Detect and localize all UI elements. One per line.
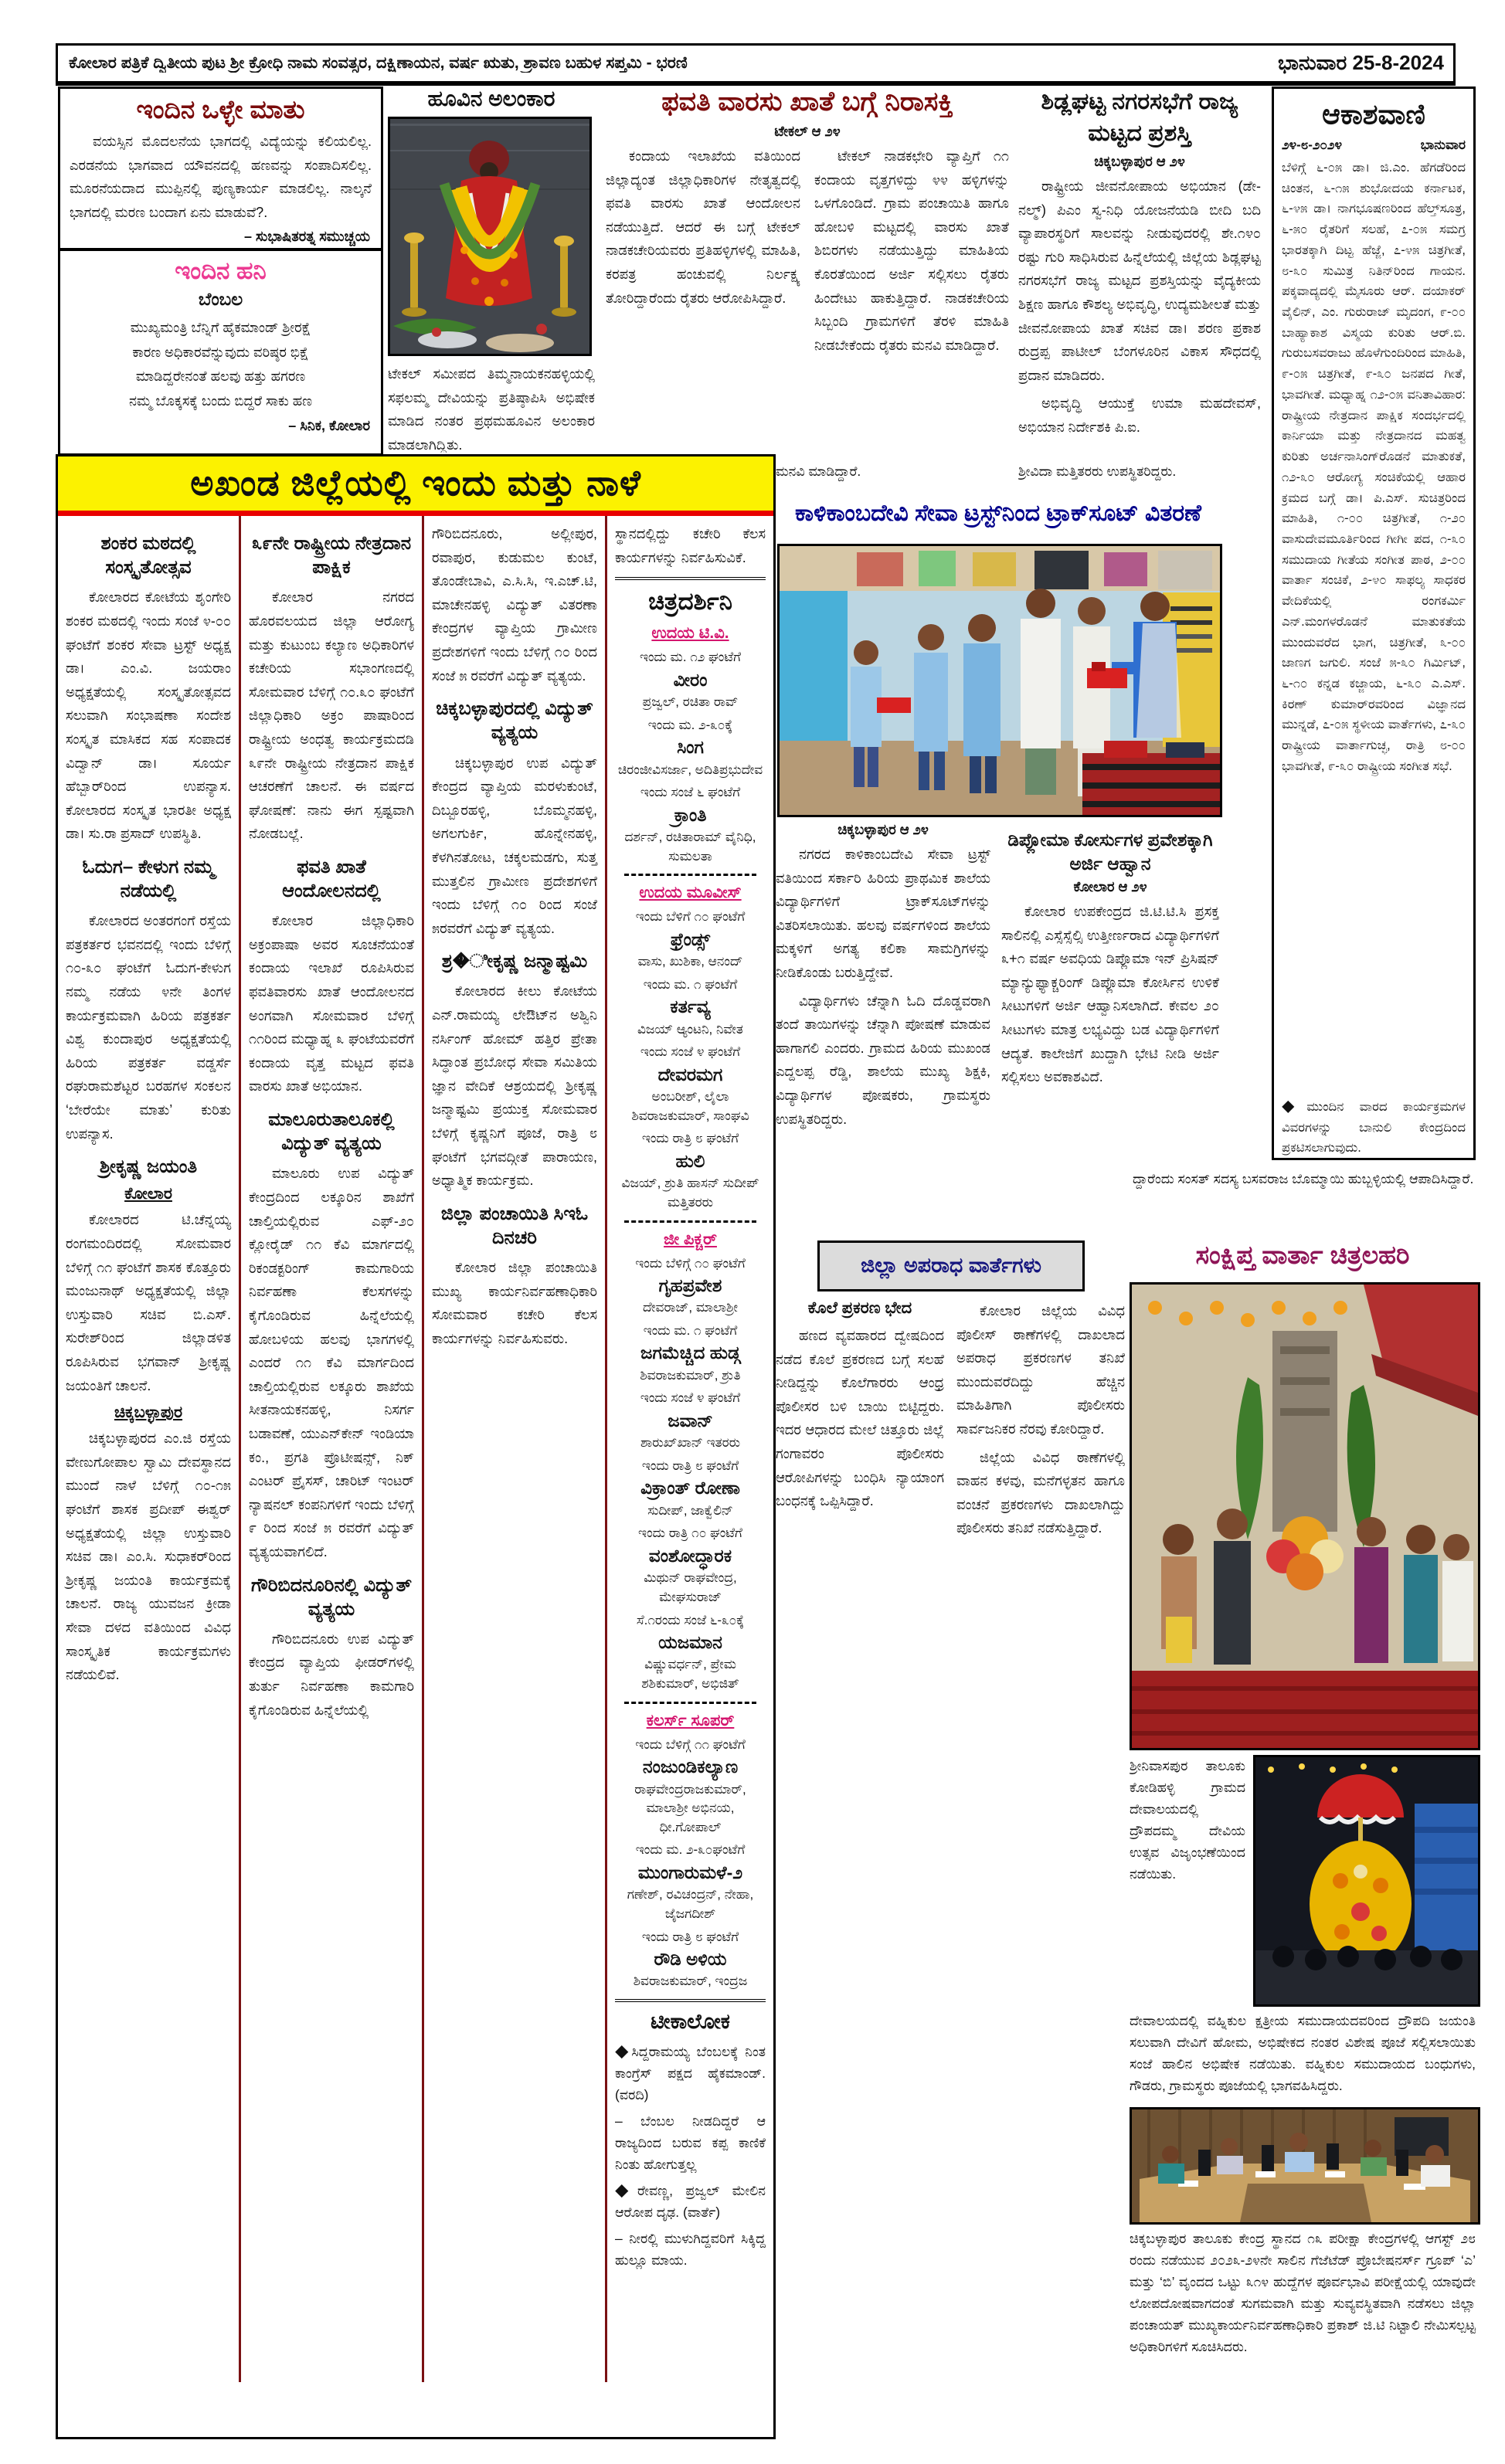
phavati-body-2: ಟೇಕಲ್ ನಾಡಕಛೇರಿ ವ್ಯಾಪ್ತಿಗೆ ೧೧ ಕಂದಾಯ ವೃತ್ತಗಳಿದ್ದು ೪೪ ಹಳ್ಳಿಗಳನ್ನು ಒಳಗೊಂಡಿದೆ. ಗ್ರಾಮ ಪಂಚಾಯಿತಿ ಹಾಗೂ ಹೋಬಳಿ ಮಟ್ಟದಲ್ಲಿ ವಾರಸು ಖಾತೆ ಶಿಬಿರಗಳು ನಡೆಯುತ್ತಿದ್ದು ಮಾಹಿತಿಯ ಕೊರತೆಯಿಂದ ಅರ್ಜಿ ಸಲ್ಲಿಸಲು ರೈತರು ಹಿಂದೇಟು ಹಾಕುತ್ತಿದ್ದಾರೆ. ನಾಡಕಚೇರಿಯ ಸಿಬ್ಬಂದಿ ಗ್ರಾಮಗಳಿಗೆ ತೆರಳಿ ಮಾಹಿತಿ ನೀಡಬೇಕೆಂದು ರೈತರು ಮನವಿ ಮಾಡಿದ್ದಾರೆ. [814,148,1009,353]
movie-cast: ವಿಜಯ್, ಶ್ರುತಿ ಹಾಸನ್ ಸುದೀಪ್ ಮತ್ತಿತರರು [621,1176,759,1210]
show-time: ಇಂದು ಸಂಜೆ ೬ ಘಂಟೆಗೆ [640,785,741,800]
movie-cast: ಪ್ರಜ್ವಲ್, ರಚಿತಾ ರಾವ್ [642,694,739,710]
tracksuit-dateline: ಚಿಕ್ಕಬಳ್ಳಾಪುರ ಆ ೨೪ [837,822,929,837]
movie-title: ದೇವರಮಗ [657,1064,723,1084]
diploma-dateline: ಕೋಲಾರ ಆ ೨೪ [1073,879,1147,895]
movie-title: ಜವಾನ್ [668,1410,713,1431]
akashavani-note: ◆ಮುಂದಿನ ವಾರದ ಕಾರ್ಯಕ್ರಮಗಳ ವಿವರಗಳನ್ನು ಬಾನುಲಿ ಕೇಂದ್ರದಿಂದ ಪ್ರಕಟಿಸಲಾಗುವುದು. [1282,1100,1466,1156]
story-janmashtami-body: ಕೋಲಾರದ ಕೀಲು ಕೋಟೆಯ ಎನ್.ರಾಮಯ್ಯ ಲೇಔಟ್‌ನ ಅಶ್ವಿನಿ ನರ್ಸಿಂಗ್ ಹೋಮ್ ಹತ್ತಿರ ಪ್ರೇತಾ ಸಿದ್ಧಾಂತ ಪ್ರಬೋಧ ಸೇವಾ ಸಮಿತಿಯ ಜ್ಞಾನ ವೇದಿಕೆ ಆಶ್ರಯದಲ್ಲಿ ಶ್ರೀಕೃಷ್ಣ ಜನ್ಮಾಷ್ಟಮಿ ಪ್ರಯುಕ್ತ ಸೋಮವಾರ ಬೆಳಿಗ್ಗೆ ಕೃಷ್ಣನಿಗೆ ಪೂಜೆ, ರಾತ್ರಿ ೮ ಘಂಟೆಗೆ ಭಗವದ್ಗೀತೆ ಪಾರಾಯಣ, ಅಧ್ಯಾತ್ಮಿಕ ಕಾರ್ಯಕ್ರಮ. [432,983,597,1189]
power-cut-village-list: ಗೌರಿಬಿದನೂರು, ಅಲ್ಲೀಪುರ, ರವಾಪುರ, ಕುಡುಮಲ ಕುಂಟೆ, ತೊಂಡೇಬಾವಿ, ಎ.ಸಿ.ಸಿ, ಇ.ಎಚ್.ಟಿ, ಮಾಚೇನಹಳ್ಳಿ ವಿದ್ಯುತ್ ವಿತರಣಾ ಕೇಂದ್ರಗಳ ವ್ಯಾಪ್ತಿಯ ಗ್ರಾಮೀಣ ಪ್ರದೇಶಗಳಿಗೆ ಇಂದು ಬೆಳಿಗ್ಗೆ ೧೦ ರಿಂದ ಸಂಜೆ ೫ ರವರೆಗೆ ವಿದ್ಯುತ್ ವ್ಯತ್ಯಯ. [432,526,597,684]
story-krishna-jayanti-headline: ಶ್ರೀಕೃಷ್ಣ ಜಯಂತಿ [99,1156,198,1178]
tracksuit-body-2: ವಿದ್ಯಾರ್ಥಿಗಳು ಚೆನ್ನಾಗಿ ಓದಿ ದೊಡ್ಡವರಾಗಿ ತಂದೆ ತಾಯಿಗಳನ್ನು ಚೆನ್ನಾಗಿ ಪೋಷಣೆ ಮಾಡುವ ಹಾಗಾಗಲಿ ಎಂದರು. ಗ್ರಾಮದ ಹಿರಿಯ ಮುಖಂಡ ಎದ್ದಲಪ್ಪ ರೆಡ್ಡಿ, ಶಾಲೆಯ ಮುಖ್ಯ ಶಿಕ್ಷಕಿ, ವಿದ್ಯಾರ್ಥಿಗಳ ಪೋಷಕರು, ಗ್ರಾಮಸ್ಥರು ಉಪಸ್ಥಿತರಿದ್ದರು. [776,993,990,1127]
flower-caption: ಟೇಕಲ್ ಸಮೀಪದ ತಿಮ್ಮನಾಯಕನಹಳ್ಳಿಯಲ್ಲಿ ಸಫಲಮ್ಮ ದೇವಿಯನ್ನು ಪ್ರತಿಷ್ಠಾಪಿಸಿ ಅಭಿಷೇಕ ಮಾಡಿದ ನಂತರ ಪ್ರಥಮಹೂವಿನ ಅಲಂಕಾರ ಮಾಡಲಾಗಿದ್ದಿತು. [388,366,595,453]
tv-channel-block [615,1230,766,1694]
teekaloka-item: ◆ರೇವಣ್ಣ, ಪ್ರಜ್ವಲ್ ಮೇಲಿನ ಆರೋಪ ದೃಢ. (ವಾರ್ತೆ) [615,2183,766,2221]
good-word-headline: ಇಂದಿನ ಒಳ್ಳೇ ಮಾತು [136,95,305,124]
procession-photo-image [1253,1755,1480,2007]
crime-news-headline: ಜಿಲ್ಲಾ ಅಪರಾಧ ವಾರ್ತೆಗಳು [861,1254,1041,1277]
story-zp-ceo-diary-body: ಕೋಲಾರ ಜಿಲ್ಲಾ ಪಂಚಾಯಿತಿ ಮುಖ್ಯ ಕಾರ್ಯನಿರ್ವಹಣಾಧಿಕಾರಿ ಸೋಮವಾರ ಕಚೇರಿ ಕೆಲಸ ಕಾರ್ಯಗಳನ್ನು ನಿರ್ವಹಿಸುವರು. [432,1260,597,1346]
movie-cast: ಅಂಬರೀಶ್, ಲೈಲಾ ಶಿವರಾಜಕುಮಾರ್, ಸಾಂಘವಿ [631,1089,749,1123]
temple-ceremony-photo-image [1130,1282,1480,1750]
deity-photo-image [388,117,592,356]
movie-cast: ಶಾರುಖ್‌ಖಾನ್ ಇತರರು [640,1435,741,1451]
akashavani-date: ೨೪-೮-೨೦೨೪ [1282,137,1342,152]
daily-banner-text: ಅಖಂಡ ಜಿಲ್ಲೆಯಲ್ಲಿ ಇಂದು ಮತ್ತು ನಾಳೆ [190,463,641,503]
krishna-jayanti-chikkaballapura-body: ಚಿಕ್ಕಬಳ್ಳಾಪುರದ ಎಂ.ಜಿ ರಸ್ತೆಯ ವೇಣುಗೋಪಾಲ ಸ್ವಾಮಿ ದೇವಸ್ಥಾನದ ಮುಂದೆ ನಾಳೆ ಬೆಳಿಗ್ಗೆ ೧೦-೧೫ ಘಂಟೆಗೆ ಶಾಸಕ ಪ್ರದೀಪ್ ಈಶ್ವರ್ ಅಧ್ಯಕ್ಷತೆಯಲ್ಲಿ ಜಿಲ್ಲಾ ಉಸ್ತುವಾರಿ ಸಚಿವ ಡಾ। ಎಂ.ಸಿ. ಸುಧಾಕರ್‌ರಿಂದ ಶ್ರೀಕೃಷ್ಣ ಜಯಂತಿ ಕಾರ್ಯಕ್ರಮಕ್ಕೆ ಚಾಲನೆ. ರಾಜ್ಯ ಯುವಜನ ಕ್ರೀಡಾ ಸೇವಾ ದಳದ ವತಿಯಿಂದ ವಿವಿಧ ಸಾಂಸ್ಕೃತಿಕ ಕಾರ್ಯಕ್ರಮಗಳು ನಡೆಯಲಿವೆ. [66,1431,231,1683]
story-chikkaballapura-power-cut-body: ಚಿಕ್ಕಬಳ್ಳಾಪುರ ಉಪ ವಿದ್ಯುತ್ ಕೇಂದ್ರದ ವ್ಯಾಪ್ತಿಯ ಮರಳುಕುಂಟೆ, ದಿಬ್ಬೂರಹಳ್ಳಿ, ಬೊಮ್ಮನಹಳ್ಳಿ, ಅಗಲಗುರ್ಕಿ, ಹೊನ್ನೇನಹಳ್ಳಿ, ಕೆಳಗಿನತೋಟ, ಚಕ್ಕಲಮಡಗು, ಸುತ್ತ ಮುತ್ತಲಿನ ಗ್ರಾಮೀಣ ಪ್ರದೇಶಗಳಿಗೆ ಇಂದು ಬೆಳಿಗ್ಗೆ ೧೦ ರಿಂದ ಸಂಜೆ ೫ರವರೆಗೆ ವಿದ್ಯುತ್ ವ್ಯತ್ಯಯ. [432,755,597,936]
teekaloka-item: – ಬೆಂಬಲ ನೀಡದಿದ್ದರೆ ಆ ರಾಜ್ಯದಿಂದ ಬರುವ ಕಪ್ಪ ಕಾಣಿಕೆ ನಿಂತು ಹೋಗುತ್ತಲ್ಲ [615,2113,766,2173]
events-section [56,454,776,2439]
honey-line: ಕಾರಣ ಅಧಿಕಾರವೆನ್ನುವುದು ವರಿಷ್ಠರ ಭಿಕ್ಷೆ [132,344,309,360]
akashavani-schedule: ಬೆಳಿಗ್ಗೆ ೬-೦೫ ಡಾ। ಜಿ.ಎಂ. ಹೆಗಡೆರಿಂದ ಚಿಂತನ, ೬-೧೫ ಶುಭೋದಯ ಕರ್ನಾಟಕ, ೬-೪೫ ಡಾ। ನಾಗಭೂಷಣರಿಂದ ಹೆಲ್ತ್‌ಸೂತ್ರ, ೬-೫೦ ರೈತರಿಗೆ ಸಲಹೆ, ೭-೦೫ ಸಮಗ್ರ ಭಾರತಕ್ಕಾಗಿ ದಿಟ್ಟ ಹೆಜ್ಜೆ, ೭-೪೫ ಚಿತ್ರಗೀತೆ, ೮-೩೦ ಸುಮಿತ್ರ ನಿತಿನ್‌ರಿಂದ ಗಾಯನ. ಪಕ್ಕವಾದ್ಯದಲ್ಲಿ ಮೈಸೂರು ಆರ್. ದಯಾಕರ್ ವೈಲಿನ್, ಎಂ. ಗುರುರಾಜ್ ಮೃದಂಗ, ೯-೦೦ ಬಾಹ್ಯಾಕಾಶ ವಿಸ್ಮಯ ಕುರಿತು ಆರ್.ಬಿ. ಗುರುಬಸವರಾಜು ಹೊಳೆಗುಂದಿರಿಂದ ಮಾಹಿತಿ, ೯-೦೫ ಚಿತ್ರಗೀತೆ, ೯-೩೦ ಜನಪದ ಗೀತೆ, ಭಾವಗೀತೆ. ಮಧ್ಯಾಹ್ನ ೧೨-೦೫ ವನಿತಾವಿಹಾರ: ರಾಷ್ಟ್ರೀಯ ನೇತ್ರದಾನ ಪಾಕ್ಷಿಕ ಸಂದರ್ಭದಲ್ಲಿ ಕಾರ್ನಿಯಾ ಮತ್ತು ನೇತ್ರದಾನದ ಮಹತ್ವ ಕುರಿತು ಅರ್ಚನಾಸಿಂಗ್‌ರೊಡನೆ ಮಾತುಕತೆ, ೧೨-೩೦ ಆರೋಗ್ಯ ಸಂಚಿಕೆಯಲ್ಲಿ ಆಹಾರ ಕ್ರಮದ ಬಗ್ಗೆ ಡಾ। ಪಿ.ಎಸ್. ಸುಚಿತ್ರರಿಂದ ಮಾಹಿತಿ, ೧-೦೦ ಚಿತ್ರಗೀತೆ, ೧-೨೦ ವಾಸುದೇವಮೂರ್ತಿರಿಂದ ಗೀಗೀ ಪದ, ೧-೩೦ ಸಮುದಾಯ ಗೀತೆಯ ಸಂಗೀತ ಪಾಠ, ೨-೦೦ ವಾರ್ತಾ ಸಂಚಿಕೆ, ೨-೪೦ ಸಾಫಲ್ಯ ಸಾಧಕರ ವೇದಿಕೆಯಲ್ಲಿ ರಂಗಕರ್ಮಿ ಎನ್.ಮಂಗಳರೊಡನೆ ಮಾತುಕತೆಯ ಮುಂದುವರೆದ ಭಾಗ, ಚಿತ್ರಗೀತೆ, ೩-೦೦ ಜಾಣಗ ಜಗುಲಿ. ಸಂಜೆ ೫-೩೦ ಗಿರ್ಮಿಟ್, ೬-೧೦ ಕನ್ನಡ ಕಜ್ಜಾಯ, ೬-೩೦ ಎ.ಎಸ್. ಕಿರಣ್ ಕುಮಾರ್‌ರವರಿಂದ ವಿಜ್ಞಾನದ ಮುನ್ನಡೆ, ೭-೦೫ ಸ್ಥಳೀಯ ವಾರ್ತೆಗಳು, ೭-೩೦ ರಾಷ್ಟ್ರೀಯ ವಾರ್ತಾಗುಚ್ಛ, ರಾತ್ರಿ ೮-೦೦ ಭಾವಗೀತೆ, ೯-೩೦ ರಾಷ್ಟ್ರೀಯ ಸಂಗೀತ ಸಭೆ. [1282,161,1466,773]
story-janmashtami-headline: ಶ್ರ�ೀಕೃಷ್ಣ ಜನ್ಮಾಷ್ಟಮಿ [441,951,588,972]
shidlaghatta-continuation-fragment: ಶ್ರೀವಿದಾ ಮತ್ತಿತರರು ಉಪಸ್ಥಿತರಿದ್ದರು. [1018,463,1177,479]
tv-channel-name: ಉದಯ ಮೂವೀಸ್ [639,884,742,902]
movie-title: ವಂಶೋದ್ಧಾರಕ [648,1545,732,1566]
akashavani-headline: ಆಕಾಶವಾಣಿ [1322,98,1425,130]
story-eye-donation-headline: ೩೯ನೇ ರಾಷ್ಟ್ರೀಯ ನೇತ್ರದಾನ ಪಾಕ್ಷಿಕ [251,533,412,579]
diploma-body: ಕೋಲಾರ ಉಪಕೇಂದ್ರದ ಜಿ.ಟಿ.ಟಿ.ಸಿ ಪ್ರಸಕ್ತ ಸಾಲಿನಲ್ಲಿ ಎಸ್ಸೆಸ್ಸೆಲ್ಸಿ ಉತ್ತೀರ್ಣರಾದ ವಿದ್ಯಾರ್ಥಿಗಳಿಗೆ ೩+೧ ವರ್ಷ ಅವಧಿಯ ಡಿಪ್ಲೊಮಾ ಇನ್ ಪ್ರಿಸಿಷನ್ ಮ್ಯಾನ್ಯುಫ್ಯಾಕ್ಚರಿಂಗ್ ಡಿಪ್ಲೊಮಾ ಕೋರ್ಸಿನ ಉಳಿಕೆ ಸೀಟುಗಳಿಗೆ ಅರ್ಜಿ ಆಹ್ವಾನಿಸಲಾಗಿದೆ. ಕೇವಲ ೨೦ ಸೀಟುಗಳು ಮಾತ್ರ ಲಭ್ಯವಿದ್ದು ಬಡ ವಿದ್ಯಾರ್ಥಿಗಳಿಗೆ ಆದ್ಯತೆ. ಕಾಲೇಜಿಗೆ ಖುದ್ದಾಗಿ ಭೇಟಿ ನೀಡಿ ಅರ್ಜಿ ಸಲ್ಲಿಸಲು ಅವಕಾಶವಿದೆ. [1001,904,1219,1085]
movie-cast: ವಾಸು, ಖುಶಿಕಾ, ಆನಂದ್ [637,954,743,969]
tv-channel-block [615,884,766,1212]
movie-title: ನಂಜುಂಡಿಕಲ್ಯಾಣ [642,1756,739,1777]
story-phavati-campaign-headline: ಫವತಿ ಖಾತೆ ಆಂದೋಲನದಲ್ಲಿ [282,856,381,902]
briefs-section-headline: ಸಂಕ್ಷಿಪ್ತ ವಾರ್ತಾ ಚಿತ್ರಲಹರಿ [1195,1240,1410,1269]
krishna-jayanti-chikkaballapura-subhead: ಚಿಕ್ಕಬಳ್ಳಾಪುರ [114,1403,183,1422]
movie-title: ವೀರಂ [673,669,708,690]
movie-cast: ಸುದೀಪ್, ಜಾಕ್ವೆಲಿನ್ [647,1502,733,1518]
story-diploma-admission-headline: ಡಿಪ್ಲೋಮಾ ಕೋರ್ಸುಗಳ ಪ್ರವೇಶಕ್ಕಾಗಿ ಅರ್ಜಿ ಆಹ್ವಾನ [1007,830,1213,874]
movie-cast: ದರ್ಶನ್, ರಚಿತಾರಾಮ್ ವೈನಿಧಿ, ಸುಮಲತಾ [624,830,756,864]
story-malur-power-cut-body: ಮಾಲೂರು ಉಪ ವಿದ್ಯುತ್ ಕೇಂದ್ರದಿಂದ ಲಕ್ಕೂರಿನ ಶಾಖೆಗೆ ಚಾಲ್ತಿಯಲ್ಲಿರುವ ಎಫ್-೨೦ ಕ್ಲೋರೈಡ್ ೧೧ ಕೆವಿ ಮಾರ್ಗದಲ್ಲಿ ರಿಕಂಡಕ್ಟರಿಂಗ್ ಕಾಮಗಾರಿಯ ನಿರ್ವಹಣಾ ಕೆಲಸಗಳನ್ನು ಕೈಗೊಂಡಿರುವ ಹಿನ್ನೆಲೆಯಲ್ಲಿ ಹೋಬಳಿಯ ಹಲವು ಭಾಗಗಳಲ್ಲಿ ಎಂದರೆ ೧೧ ಕೆವಿ ಮಾರ್ಗದಿಂದ ಚಾಲ್ತಿಯಲ್ಲಿರುವ ಲಕ್ಕೂರು ಶಾಖೆಯ ಸೀತನಾಯಕನಹಳ್ಳಿ, ನಿಸರ್ಗ ಬಡಾವಣೆ, ಯುಎನ್‌ಕೇನ್ ಇಂಡಿಯಾ ಕಂ., ಪ್ರಗತಿ ಪ್ರೊಟೀಷನ್ಸ್, ನಿಕ್ ಎಂಟರ್ ಪ್ರೈಸಸ್, ಚಾರಿಟ್ ಇಂಟರ್ ನ್ಯಾಷನಲ್ ಕಂಪನಿಗಳಿಗೆ ಇಂದು ಬೆಳಿಗ್ಗೆ ೯ ರಿಂದ ಸಂಜೆ ೫ ರವರೆಗೆ ವಿದ್ಯುತ್ ವ್ಯತ್ಯಯವಾಗಲಿದೆ. [249,1166,414,1560]
honey-line: ಮಾಡಿದ್ದರೇನಂತೆ ಹಲವು ಹತ್ತು ಹಗರಣ [135,368,306,384]
movie-cast: ಗಣೇಶ್, ರವಿಚಂದ್ರನ್, ನೇಹಾ, ಜೈಜಗದೀಶ್ [627,1887,754,1921]
phavati-body: ಕಂದಾಯ ಇಲಾಖೆಯ ವತಿಯಿಂದ ಜಿಲ್ಲಾದ್ಯಂತ ಜಿಲ್ಲಾಧಿಕಾರಿಗಳ ನೇತೃತ್ವದಲ್ಲಿ ಫವತಿ ವಾರಸು ಖಾತೆ ಆಂದೋಲನ ನಡೆಯುತ್ತಿದೆ. ಆದರೆ ಈ ಬಗ್ಗೆ ಟೇಕಲ್ ನಾಡಕಚೇರಿಯವರು ಪ್ರತಿಹಳ್ಳಿಗಳಲ್ಲಿ ಮಾಹಿತಿ, ಕರಪತ್ರ ಹಂಚುವಲ್ಲಿ ನಿರ್ಲಕ್ಷ್ಯ ತೋರಿದ್ದಾರೆಂದು ರೈತರು ಆರೋಪಿಸಿದ್ದಾರೆ. [606,148,800,306]
shidlaghatta-headline: ಶಿಡ್ಲಘಟ್ಟ ನಗರಸಭೆಗೆ ರಾಜ್ಯ ಮಟ್ಟದ ಪ್ರಶಸ್ತಿ [1041,89,1238,146]
story-sanskrit-festival-headline: ಶಂಕರ ಮಠದಲ್ಲಿ ಸಂಸ್ಕೃತೋತ್ಸವ [100,533,196,579]
story-sanskrit-festival-body: ಕೋಲಾರದ ಕೋಟೆಯ ಶೃಂಗೇರಿ ಶಂಕರ ಮಠದಲ್ಲಿ ಇಂದು ಸಂಜೆ ೪-೦೦ ಘಂಟೆಗೆ ಶಂಕರ ಸೇವಾ ಟ್ರಸ್ಟ್ ಅಧ್ಯಕ್ಷ ಡಾ। ಎಂ.ವಿ. ಜಯರಾಂ ಅಧ್ಯಕ್ಷತೆಯಲ್ಲಿ ಸಂಸ್ಕೃತೋತ್ಸವದ ಸಲುವಾಗಿ ಸಂಭಾಷಣಾ ಸಂದೇಶ ಸಂಸ್ಕೃತ ಮಾಸಿಕದ ಸಹ ಸಂಪಾದಕ ವಿದ್ವಾನ್ ಡಾ। ಸೂರ್ಯ ಹೆಬ್ಬಾರ್‌ರಿಂದ ಉಪನ್ಯಾಸ. ಕೋಲಾರದ ಸಂಸ್ಕೃತ ಭಾರತೀ ಅಧ್ಯಕ್ಷ ಡಾ। ಸು.ರಾ ಪ್ರಸಾದ್ ಉಪಸ್ಥಿತಿ. [66,589,231,842]
krishna-jayanti-kolar-subhead: ಕೋಲಾರ [124,1185,172,1203]
story-zp-ceo-diary-headline: ಜಿಲ್ಲಾ ಪಂಚಾಯಿತಿ ಸಿಇಓ ದಿನಚರಿ [440,1203,589,1248]
movie-title: ಕರ್ತವ್ಯ [670,996,711,1017]
show-time: ಇಂದು ಮ. ೧ ಘಂಟೆಗೆ [643,1322,738,1338]
show-time: ಇಂದು ಬೆಳಿಗ್ಗೆ ೧೦ ಘಂಟೆಗೆ [635,1255,746,1271]
crime-story-body-3: ಜಿಲ್ಲೆಯ ವಿವಿಧ ಠಾಣೆಗಳಲ್ಲಿ ವಾಹನ ಕಳವು, ಮನೆಗಳ್ಳತನ ಹಾಗೂ ವಂಚನೆ ಪ್ರಕರಣಗಳು ದಾಖಲಾಗಿದ್ದು ಪೊಲೀಸರು ತನಿಖೆ ನಡೆಸುತ್ತಿದ್ದಾರೆ. [956,1449,1125,1536]
movie-title: ವಿಕ್ರಾಂತ್ ರೋಣಾ [640,1478,740,1498]
movie-cast: ವಿಷ್ಣುವರ್ಧನ್, ಪ್ರೇಮ ಶಶಿಕುಮಾರ್, ಅಭಿಜಿತ್ [641,1657,739,1692]
masthead [56,43,1456,83]
show-time: ಸೆ.೧ರಂದು ಸಂಜೆ ೬-೩೦ಕ್ಕೆ [636,1612,745,1627]
divider [615,1999,766,2002]
story-eye-donation-body: ಕೋಲಾರ ನಗರದ ಹೊರವಲಯದ ಜಿಲ್ಲಾ ಆರೋಗ್ಯ ಮತ್ತು ಕುಟುಂಬ ಕಲ್ಯಾಣ ಅಧಿಕಾರಿಗಳ ಕಚೇರಿಯ ಸಭಾಂಗಣದಲ್ಲಿ ಸೋಮವಾರ ಬೆಳಿಗ್ಗೆ ೧೦.೩೦ ಘಂಟೆಗೆ ಜಿಲ್ಲಾಧಿಕಾರಿ ಅಕ್ರಂ ಪಾಷಾರಿಂದ ರಾಷ್ಟ್ರೀಯ ಅಂಧತ್ವ ಕಾರ್ಯಕ್ರಮದಡಿ ೩೯ನೇ ರಾಷ್ಟ್ರೀಯ ನೇತ್ರದಾನ ಪಾಕ್ಷಿಕ ಆಚರಣೆಗೆ ಚಾಲನೆ. ಈ ವರ್ಷದ ಘೋಷಣೆ: ನಾನು ಈಗ ಸ್ಪಷ್ಟವಾಗಿ ನೋಡಬಲ್ಲೆ. [249,589,414,842]
movie-title: ಯಜಮಾನ [658,1632,722,1653]
show-time: ಇಂದು ರಾತ್ರಿ ೮ ಘಂಟೆಗೆ [641,1131,739,1146]
crime-news-header [817,1240,1085,1291]
crime-story-body-1: ಹಣದ ವ್ಯವಹಾರದ ದ್ವೇಷದಿಂದ ನಡೆದ ಕೊಲೆ ಪ್ರಕರಣದ ಬಗ್ಗೆ ಸಲಹೆ ನೀಡಿದ್ದನ್ನು ಕೊಲೆಗಾರರು ಆಂಧ್ರ ಪೊಲೀಸರ ಬಳಿ ಬಾಯಿ ಬಿಟ್ಟಿದ್ದರು. ಇದರ ಆಧಾರದ ಮೇಲೆ ಚಿತ್ತೂರು ಜಿಲ್ಲೆ ಗಂಗಾವರಂ ಪೊಲೀಸರು ಆರೋಪಿಗಳನ್ನು ಬಂಧಿಸಿ ನ್ಯಾಯಾಂಗ ಬಂಧನಕ್ಕೆ ಒಪ್ಪಿಸಿದ್ದಾರೆ. [776,1328,944,1509]
story-flower-decoration [388,87,595,453]
phavati-continuation-fragment: ಮನವಿ ಮಾಡಿದ್ದಾರೆ. [776,463,861,479]
tv-channel-block [615,624,766,866]
daily-banner [58,456,773,516]
show-time: ಇಂದು ಮ. ೧ ಘಂಟೆಗೆ [643,976,738,992]
tv-channel-name: ಕಲರ್ಸ್ ಸೂಪರ್ [646,1711,735,1729]
teekaloka-headline: ಟೀಕಾಲೋಕ [651,2010,730,2034]
shidlaghatta-body-2: ಅಭಿವೃದ್ಧಿ ಆಯುಕ್ತೆ ಉಮಾ ಮಹದೇವಸ್, ಅಭಿಯಾನ ನಿರ್ದೇಶಕಿ ಪಿ.ಐ. [1018,395,1261,435]
movie-title: ಫ್ರೆಂಡ್ಸ್ [670,928,711,949]
masthead-title: ಕೋಲಾರ ಪತ್ರಿಕೆ ದ್ವಿತೀಯ ಪುಟ ಶ್ರೀ ಕ್ರೋಧಿ ನಾಮ ಸಂವತ್ಸರ, ದಕ್ಷಿಣಾಯನ, ವರ್ಷ ಋತು, ಶ್ರಾವಣ ಬಹುಳ ಸಪ್ತಮಿ - ಭರಣಿ [69,54,688,72]
tracksuit-story-column-a [776,820,990,1236]
movie-title: ಸಿಂಗ [677,737,704,758]
classroom-photo-image [777,544,1222,817]
flower-headline: ಹೂವಿನ ಅಲಂಕಾರ [427,87,555,110]
masthead-date: ಭಾನುವಾರ 25-8-2024 [1277,51,1444,74]
story-chikkaballapura-power-cut-headline: ಚಿಕ್ಕಬಳ್ಳಾಪುರದಲ್ಲಿ ವಿದ್ಯುತ್ ವ್ಯತ್ಯಯ [436,698,593,744]
movie-cast: ರಾಘವೇಂದ್ರರಾಜಕುಮಾರ್, ಮಾಲಾಶ್ರೀ ಅಭಿನಯ, ಧೀ.ಗೋಪಾಲ್ [634,1781,746,1834]
akashavani-day: ಭಾನುವಾರ [1420,137,1466,152]
honey-poem-title: ಬೆಂಬಲ [198,289,243,309]
event-column-2 [241,516,424,2382]
tv-channel-name: ಜೀ ಪಿಕ್ಚರ್ [664,1230,717,1248]
show-time: ಇಂದು ಮ. ೧೨ ಘಂಟೆಗೆ [639,650,742,665]
procession-side-text: ಶ್ರೀನಿವಾಸಪುರ ತಾಲೂಕು ಕೋಡಿಹಳ್ಳಿ ಗ್ರಾಮದ ದೇವಾಲಯದಲ್ಲಿ ದ್ರೌಪದಮ್ಮ ದೇವಿಯ ಉತ್ಸವ ವಿಜೃಂಭಣೆಯಿಂದ ನಡೆಯಿತು. [1130,1758,1245,1882]
teekaloka-item: – ನೀರಲ್ಲಿ ಮುಳುಗಿದ್ದವರಿಗೆ ಸಿಕ್ಕಿದ್ದ ಹುಲ್ಲೂ ಮಾಯ. [615,2231,766,2269]
droupadi-jayanti-paragraph: ದೇವಾಲಯದಲ್ಲಿ ವಹ್ನಿಕುಲ ಕ್ಷತ್ರೀಯ ಸಮುದಾಯದವರಿಂದ ದ್ರೌಪದಿ ಜಯಂತಿ ಸಲುವಾಗಿ ದೇವಿಗೆ ಹೋಮ, ಅಭಿಷೇಕದ ನಂತರ ವಿಶೇಷ ಪೂಜೆ ಸಲ್ಲಿಸಲಾಯಿತು ಸಂಜೆ ಹಾಲಿನ ಅಭಿಷೇಕ ನಡೆಯಿತು. ವಹ್ನಿಕುಲ ಸಮುದಾಯದ ಬಂಧುಗಳು, ಗೌಡರು, ಗ್ರಾಮಸ್ಥರು ಪೂಜೆಯಲ್ಲಿ ಭಾಗವಹಿಸಿದ್ದರು. [1130,2013,1476,2093]
movie-cast: ಶಿವರಾಜಕುಮಾರ್, ಶ್ರುತಿ [640,1367,741,1383]
story-malur-power-cut-headline: ಮಾಲೂರುತಾಲೂಕಲ್ಲಿ ವಿದ್ಯುತ್ ವ್ಯತ್ಯಯ [268,1109,395,1155]
honey-headline: ಇಂದಿನ ಹನಿ [175,257,267,284]
story-shidlaghatta-award [1018,87,1261,453]
crime-news-section [776,1299,1125,2439]
divider [615,577,766,580]
story-gauribidanur-power-cut-body: ಗೌರಿಬಿದನೂರು ಉಪ ವಿದ್ಯುತ್ ಕೇಂದ್ರದ ವ್ಯಾಪ್ತಿಯ ಫೀಡರ್‌ಗಳಲ್ಲಿ ತುರ್ತು ನಿರ್ವಹಣಾ ಕಾಮಗಾರಿ ಕೈಗೊಂಡಿರುವ ಹಿನ್ನೆಲೆಯಲ್ಲಿ [249,1631,414,1718]
tv-guide-headline: ಚಿತ್ರದರ್ಶಿನಿ [648,588,732,616]
teekaloka-item: ◆ಸಿದ್ದರಾಮಯ್ಯ ಬೆಂಬಲಕ್ಕೆ ನಿಂತ ಕಾಂಗ್ರೆಸ್ ಪಕ್ಷದ ಹೈಕಮಾಂಡ್. (ವರದಿ) [615,2044,766,2103]
movie-title: ಜಗಮೆಚ್ಚಿದ ಹುಡ್ಗ [640,1342,740,1363]
bommai-story-fragment: ದ್ದಾರೆಂದು ಸಂಸತ್ ಸದಸ್ಯ ಬಸವರಾಜ ಬೊಮ್ಮಾಯಿ ಹುಬ್ಬಳ್ಳಿಯಲ್ಲಿ ಆಪಾದಿಸಿದ್ದಾರೆ. [1133,1171,1474,1186]
show-time: ಇಂದು ರಾತ್ರಿ ೧೦ ಘಂಟೆಗೆ [638,1526,742,1541]
honey-line: ಮುಖ್ಯಮಂತ್ರಿ ಬೆನ್ನಿಗೆ ಹೈಕಮಾಂಡ್ ಶ್ರೀರಕ್ಷೆ [130,320,311,335]
phavati-dateline: ಟೇಕಲ್ ಆ ೨೪ [774,124,841,139]
story-reader-listener-body: ಕೋಲಾರದ ಅಂತರಗಂಗೆ ರಸ್ತೆಯ ಪತ್ರಕರ್ತರ ಭವನದಲ್ಲಿ ಇಂದು ಬೆಳಿಗ್ಗೆ ೧೦-೩೦ ಘಂಟೆಗೆ ಓದುಗ-ಕೇಳುಗ ನಮ್ಮ ನಡೆಯ ೪ನೇ ತಿಂಗಳ ಕಾರ್ಯಕ್ರಮವಾಗಿ ಹಿರಿಯ ಪತ್ರಕರ್ತ ವಿಶ್ವ ಕುಂದಾಪುರ ಅಧ್ಯಕ್ಷತೆಯಲ್ಲಿ ಹಿರಿಯ ಪತ್ರಕರ್ತ ವಡ್ಡರ್ಸೆ ರಘುರಾಮಶೆಟ್ಟರ ಬರಹಗಳ ಸಂಕಲನ ‘ಬೇರೆಯೇ ಮಾತು’ ಕುರಿತು ಉಪನ್ಯಾಸ. [66,913,231,1142]
shidlaghatta-body: ರಾಷ್ಟ್ರೀಯ ಜೀವನೋಪಾಯ ಅಭಿಯಾನ (ಡೇ-ನಲ್ಮ್) ಪಿಎಂ ಸ್ವ-ನಿಧಿ ಯೋಜನೆಯಡಿ ಬೀದಿ ಬದಿ ವ್ಯಾಪಾರಸ್ಥರಿಗೆ ಸಾಲವನ್ನು ನೀಡುವುದರಲ್ಲಿ ಶೇ.೧೪೦ ರಷ್ಟು ಗುರಿ ಸಾಧಿಸಿರುವ ಹಿನ್ನೆಲೆಯಲ್ಲಿ ಜಿಲ್ಲೆಯ ಶಿಡ್ಲಘಟ್ಟ ನಗರಸಭೆಗೆ ರಾಜ್ಯ ಮಟ್ಟದ ಪ್ರಶಸ್ತಿಯನ್ನು ವೈದ್ಯಕೀಯ ಶಿಕ್ಷಣ ಹಾಗೂ ಕೌಶಲ್ಯ ಅಭಿವೃದ್ಧಿ, ಉದ್ಯಮಶೀಲತೆ ಮತ್ತು ಜೀವನೋಪಾಯ ಖಾತೆ ಸಚಿವ ಡಾ। ಶರಣ ಪ್ರಕಾಶ ರುದ್ರಪ್ಪ ಪಾಟೀಲ್ ಬೆಂಗಳೂರಿನ ವಿಕಾಸ ಸೌಧದಲ್ಲಿ ಪ್ರದಾನ ಮಾಡಿದರು. [1018,178,1261,383]
shidlaghatta-dateline: ಚಿಕ್ಕಬಳ್ಳಾಪುರ ಆ ೨೪ [1094,154,1185,169]
story-phavati-campaign-body: ಕೋಲಾರ ಜಿಲ್ಲಾಧಿಕಾರಿ ಅಕ್ರಂಪಾಷಾ ಅವರ ಸೂಚನೆಯಂತೆ ಕಂದಾಯ ಇಲಾಖೆ ರೂಪಿಸಿರುವ ಫವತಿವಾರಸು ಖಾತೆ ಆಂದೋಲನದ ಅಂಗವಾಗಿ ಸೋಮವಾರ ಬೆಳಿಗ್ಗೆ ೧೧ರಿಂದ ಮಧ್ಯಾಹ್ನ ೩ ಘಂಟೆಯವರೆಗೆ ಕಂದಾಯ ವೃತ್ತ ಮಟ್ಟದ ಫವತಿ ವಾರಸು ಖಾತೆ ಅಭಿಯಾನ. [249,913,414,1095]
divider [624,1702,757,1704]
column-leftover-text: ಸ್ಥಾನದಲ್ಲಿದ್ದು ಕಚೇರಿ ಕೆಲಸ ಕಾರ್ಯಗಳನ್ನು ನಿರ್ವಹಿಸುವಿಕೆ. [615,526,766,565]
event-column-3 [424,516,607,2382]
movie-title: ಕ್ರಾಂತಿ [674,804,707,825]
show-time: ಇಂದು ಬೆಳಿಗ್ಗೆ ೧೧ ಘಂಟೆಗೆ [635,1736,746,1752]
divider [624,874,757,876]
movie-title: ಗೃಹಪ್ರವೇಶ [658,1275,722,1295]
phavati-headline: ಫವತಿ ವಾರಸು ಖಾತೆ ಬಗ್ಗೆ ನಿರಾಸಕ್ತಿ [661,87,953,117]
tv-channel-block [615,1712,766,1991]
good-word-attribution: – ಸುಭಾಷಿತರತ್ನ ಸಮುಚ್ಚಯ [244,229,370,245]
meeting-photo-caption: ಚಿಕ್ಕಬಳ್ಳಾಪುರ ತಾಲೂಕು ಕೇಂದ್ರ ಸ್ಥಾನದ ೧೩ ಪರೀಕ್ಷಾ ಕೇಂದ್ರಗಳಲ್ಲಿ ಆಗಸ್ಟ್ ೨೮ ರಂದು ನಡೆಯುವ ೨೦೨೩-೨೪ನೇ ಸಾಲಿನ ಗೆಜೆಟೆಡ್ ಪ್ರೊಬೇಷನರ್ಸ್ ಗ್ರೂಪ್ ‘ಎ’ ಮತ್ತು ‘ಬಿ’ ವೃಂದದ ಒಟ್ಟು ೩೧೪ ಹುದ್ದೆಗಳ ಪೂರ್ವಭಾವಿ ಪರೀಕ್ಷೆಯಲ್ಲಿ ಯಾವುದೇ ಲೋಪದೋಷವಾಗದಂತೆ ಸುಗಮವಾಗಿ ಮತ್ತು ಸುವ್ಯವಸ್ಥಿತವಾಗಿ ನಡೆಸಲು ಜಿಲ್ಲಾ ಪಂಚಾಯತ್ ಮುಖ್ಯಕಾರ್ಯನಿರ್ವಹಣಾಧಿಕಾರಿ ಪ್ರಕಾಶ್ ಜಿ.ಟಿ ನಿಟ್ಟಾಲಿ ನೇಮಿಸಲ್ಪಟ್ಟ ಅಧಿಕಾರಿಗಳಿಗೆ ಸೂಚಿಸಿದರು. [1130,2231,1476,2354]
crime-story-subhead: ಕೊಲೆ ಪ್ರಕರಣ ಭೇದ [807,1299,912,1317]
movie-title: ರೌಡಿ ಅಳಿಯ [654,1949,727,1970]
krishna-jayanti-kolar-body: ಕೋಲಾರದ ಟಿ.ಚೆನ್ನಯ್ಯ ರಂಗಮಂದಿರದಲ್ಲಿ ಸೋಮವಾರ ಬೆಳಿಗ್ಗೆ ೧೧ ಘಂಟೆಗೆ ಶಾಸಕ ಕೊತ್ತೂರು ಮಂಜುನಾಥ್ ಅಧ್ಯಕ್ಷತೆಯಲ್ಲಿ ಜಿಲ್ಲಾ ಉಸ್ತುವಾರಿ ಸಚಿವ ಬಿ.ಎಸ್. ಸುರೇಶ್‌ರಿಂದ ಜಿಲ್ಲಾಡಳಿತ ರೂಪಿಸಿರುವ ಭಗವಾನ್ ಶ್ರೀಕೃಷ್ಣ ಜಯಂತಿಗೆ ಚಾಲನೆ. [66,1212,231,1393]
tv-channel-name: ಉದಯ ಟಿ.ವಿ. [651,624,729,643]
good-word-text: ವಯಸ್ಸಿನ ಮೊದಲನೆಯ ಭಾಗದಲ್ಲಿ ವಿದ್ಯೆಯನ್ನು ಕಲಿಯಲಿಲ್ಲ. ಎರಡನೆಯ ಭಾಗವಾದ ಯೌವನದಲ್ಲಿ ಹಣವನ್ನು ಸಂಪಾದಿಸಲಿಲ್ಲ. ಮೂರನೆಯದಾದ ಮುಪ್ಪಿನಲ್ಲಿ ಪುಣ್ಯಕಾರ್ಯ ಮಾಡಲಿಲ್ಲ. ನಾಲ್ಕನೆ ಭಾಗದಲ್ಲಿ ಮರಣ ಬಂದಾಗ ಏನು ಮಾಡುವೆ?. [70,134,372,220]
movie-cast: ವಿಜಯ್ ಆ್ಯಂಟನಿ, ನಿವೇತ [637,1021,743,1037]
movie-cast: ದೇವರಾಜ್, ಮಾಲಾಶ್ರೀ [643,1300,738,1315]
movie-cast: ಮಿಥುನ್ ರಾಘವೇಂದ್ರ, ಮೇಘಸುರಾಜ್ [644,1570,737,1604]
honey-attribution: – ಸಿನಿಕ, ಕೋಲಾರ [288,418,370,433]
teekaloka-section [615,2010,766,2271]
movie-title: ಹುಲಿ [675,1150,705,1171]
story-reader-listener-headline: ಓದುಗ– ಕೇಳುಗ ನಮ್ಮ ನಡೆಯಲ್ಲಿ [82,856,215,902]
show-time: ಇಂದು ರಾತ್ರಿ ೮ ಘಂಟೆಗೆ [641,1929,739,1944]
divider [624,1220,757,1223]
crime-story-body-2: ಕೋಲಾರ ಜಿಲ್ಲೆಯ ವಿವಿಧ ಪೊಲೀಸ್ ಠಾಣೆಗಳಲ್ಲಿ ದಾಖಲಾದ ಅಪರಾಧ ಪ್ರಕರಣಗಳ ತನಿಖೆ ಮುಂದುವರೆದಿದ್ದು ಹೆಚ್ಚಿನ ಮಾಹಿತಿಗಾಗಿ ಪೊಲೀಸರು ಸಾರ್ವಜನಿಕರ ನೆರವು ಕೋರಿದ್ದಾರೆ. [956,1303,1125,1437]
show-time: ಇಂದು ಸಂಜೆ ೪ ಘಂಟೆಗೆ [640,1044,741,1060]
tracksuit-body-1: ನಗರದ ಕಾಳಿಕಾಂಬದೇವಿ ಸೇವಾ ಟ್ರಸ್ಟ್ ವತಿಯಿಂದ ಸರ್ಕಾರಿ ಹಿರಿಯ ಪ್ರಾಥಮಿಕ ಶಾಲೆಯ ವಿದ್ಯಾರ್ಥಿಗಳಿಗೆ ಟ್ರಾಕ್‌ಸೂಟ್‌ಗಳನ್ನು ವಿತರಿಸಲಾಯಿತು. ಹಲವು ವರ್ಷಗಳಿಂದ ಶಾಲೆಯ ಮಕ್ಕಳಿಗೆ ಅಗತ್ಯ ಕಲಿಕಾ ಸಾಮಗ್ರಿಗಳನ್ನು ನೀಡಿಕೊಂಡು ಬರುತ್ತಿದ್ದೇವೆ. [776,847,990,980]
story-phavati-neglect [606,87,1009,453]
tv-guide-column [607,516,773,2382]
movie-cast: ಶಿವರಾಜಕುಮಾರ್, ಇಂದ್ರಜ [633,1974,748,1989]
story-todays-honey [58,249,383,456]
show-time: ಇಂದು ರಾತ್ರಿ ೮ ಘಂಟೆಗೆ [641,1458,739,1473]
honey-line: ನಮ್ಮ ಬೊಕ್ಕಸಕ್ಕೆ ಬಂದು ಬಿದ್ದರೆ ಸಾಕು ಹಣ [128,392,313,409]
show-time: ಇಂದು ಬೆಳಿಗೆ ೧೦ ಘಂಟೆಗೆ [635,909,746,925]
story-gauribidanur-power-cut-headline: ಗೌರಿಬಿದನೂರಿನಲ್ಲಿ ವಿದ್ಯುತ್ ವ್ಯತ್ಯಯ [250,1574,413,1620]
meeting-photo-image [1130,2107,1480,2225]
movie-cast: ಚಿರಂಜೀವಿಸರ್ಜಾ, ಅದಿತಿಪ್ರಭುದೇವ [617,762,763,777]
event-column-1 [58,516,241,2382]
show-time: ಇಂದು ಸಂಜೆ ೪ ಘಂಟೆಗೆ [640,1390,741,1406]
akashavani-dateline [1282,137,1466,153]
story-good-word [58,87,383,250]
show-time: ಇಂದು ಮ. ೨-೩೦ಕ್ಕೆ [647,717,733,732]
movie-title: ಮುಂಗಾರುಮಳೆ-೨ [637,1862,743,1882]
show-time: ಇಂದು ಮ. ೨-೩೦ಘಂಟೆಗೆ [635,1842,746,1858]
akashavani-box [1272,87,1476,1160]
story-tracksuit-distribution-headline: ಕಾಳಿಕಾಂಬದೇವಿ ಸೇವಾ ಟ್ರಸ್ಟ್‌ನಿಂದ ಟ್ರಾಕ್‌ಸೂಟ್ ವಿತರಣೆ [795,501,1201,526]
